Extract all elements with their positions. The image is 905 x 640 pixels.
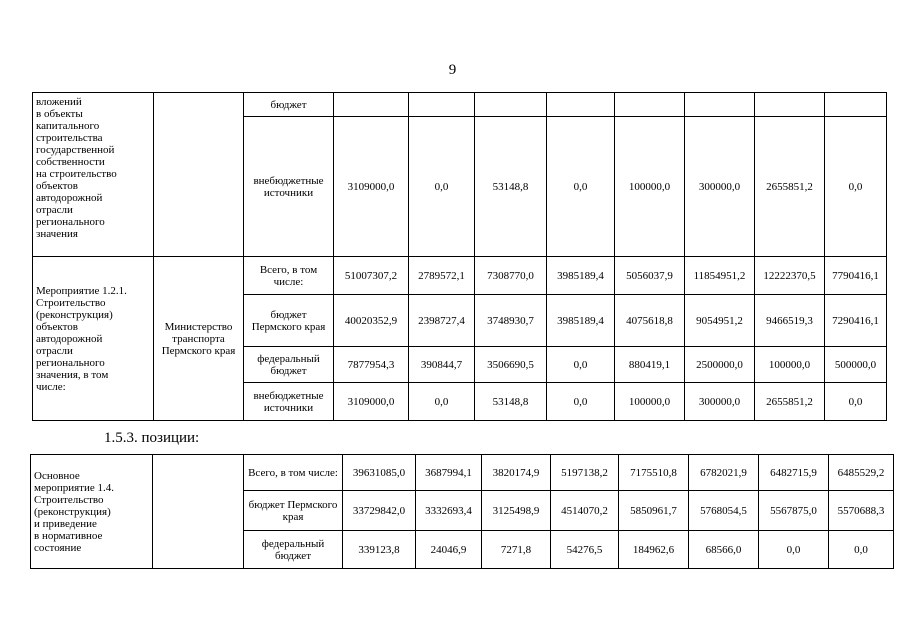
value-cell: 0,0	[547, 383, 615, 421]
value-cell: 0,0	[409, 117, 475, 257]
value-cell: 7175510,8	[619, 455, 689, 491]
value-cell	[409, 93, 475, 117]
activity-description: Мероприятие 1.2.1. Строительство (реконструкция) объектов автодорожной отрасли регионального значения, в том числе:	[33, 257, 154, 421]
value-cell: 4075618,8	[615, 295, 685, 347]
value-cell: 7271,8	[482, 531, 551, 569]
value-cell: 0,0	[547, 347, 615, 383]
value-cell: 339123,8	[343, 531, 416, 569]
value-cell: 300000,0	[685, 383, 755, 421]
value-cell	[334, 93, 409, 117]
section-heading: 1.5.3. позиции:	[104, 430, 200, 446]
funding-source: внебюджетные источники	[244, 383, 334, 421]
activity-description: Основное мероприятие 1.4. Строительство (реконструкция) и приведение в нормативное состояние	[31, 455, 153, 569]
value-cell: 7308770,0	[475, 257, 547, 295]
value-cell: 3985189,4	[547, 295, 615, 347]
value-cell: 5197138,2	[551, 455, 619, 491]
value-cell: 6782021,9	[689, 455, 759, 491]
value-cell: 6485529,2	[829, 455, 894, 491]
value-cell: 2655851,2	[755, 383, 825, 421]
value-cell: 2789572,1	[409, 257, 475, 295]
value-cell: 0,0	[825, 383, 887, 421]
value-cell: 7790416,1	[825, 257, 887, 295]
value-cell: 9054951,2	[685, 295, 755, 347]
value-cell: 40020352,9	[334, 295, 409, 347]
value-cell: 3687994,1	[416, 455, 482, 491]
executor-cell	[153, 455, 244, 569]
activity-description: вложений в объекты капитального строительства государственной собственности на строительство объектов автодорожной отрасли регионального значения	[33, 93, 154, 257]
funding-source: Всего, в том числе:	[244, 257, 334, 295]
value-cell: 24046,9	[416, 531, 482, 569]
value-cell	[685, 93, 755, 117]
value-cell: 7877954,3	[334, 347, 409, 383]
page-number: 9	[448, 62, 457, 78]
value-cell: 5850961,7	[619, 491, 689, 531]
value-cell: 9466519,3	[755, 295, 825, 347]
table-row	[33, 257, 887, 295]
value-cell: 7290416,1	[825, 295, 887, 347]
value-cell: 12222370,5	[755, 257, 825, 295]
value-cell: 3748930,7	[475, 295, 547, 347]
value-cell: 880419,1	[615, 347, 685, 383]
value-cell: 53148,8	[475, 117, 547, 257]
value-cell: 100000,0	[615, 117, 685, 257]
value-cell: 4514070,2	[551, 491, 619, 531]
value-cell: 0,0	[547, 117, 615, 257]
table-row	[33, 93, 887, 117]
value-cell: 3109000,0	[334, 117, 409, 257]
value-cell: 0,0	[409, 383, 475, 421]
value-cell: 3109000,0	[334, 383, 409, 421]
value-cell: 2500000,0	[685, 347, 755, 383]
value-cell: 33729842,0	[343, 491, 416, 531]
value-cell: 3125498,9	[482, 491, 551, 531]
value-cell: 2398727,4	[409, 295, 475, 347]
value-cell	[755, 93, 825, 117]
value-cell: 51007307,2	[334, 257, 409, 295]
value-cell: 3820174,9	[482, 455, 551, 491]
value-cell: 2655851,2	[755, 117, 825, 257]
executor-cell: Министерство транспорта Пермского края	[154, 257, 244, 421]
value-cell: 0,0	[825, 117, 887, 257]
funding-source: Всего, в том числе:	[244, 455, 343, 491]
value-cell: 0,0	[759, 531, 829, 569]
funding-source: внебюджетные источники	[244, 117, 334, 257]
value-cell	[475, 93, 547, 117]
executor-cell	[154, 93, 244, 257]
value-cell: 5768054,5	[689, 491, 759, 531]
value-cell: 6482715,9	[759, 455, 829, 491]
value-cell: 0,0	[829, 531, 894, 569]
funding-source: федеральный бюджет	[244, 531, 343, 569]
value-cell: 11854951,2	[685, 257, 755, 295]
value-cell	[825, 93, 887, 117]
value-cell: 184962,6	[619, 531, 689, 569]
value-cell: 39631085,0	[343, 455, 416, 491]
value-cell: 300000,0	[685, 117, 755, 257]
value-cell: 5567875,0	[759, 491, 829, 531]
value-cell: 3506690,5	[475, 347, 547, 383]
value-cell: 68566,0	[689, 531, 759, 569]
value-cell: 54276,5	[551, 531, 619, 569]
funding-source: бюджет Пермского края	[244, 491, 343, 531]
table-row	[31, 455, 894, 491]
funding-source: федеральный бюджет	[244, 347, 334, 383]
funding-source: бюджет Пермского края	[244, 295, 334, 347]
budget-table-top	[32, 92, 887, 421]
value-cell: 5056037,9	[615, 257, 685, 295]
value-cell: 500000,0	[825, 347, 887, 383]
value-cell: 390844,7	[409, 347, 475, 383]
value-cell: 3332693,4	[416, 491, 482, 531]
value-cell: 53148,8	[475, 383, 547, 421]
value-cell: 100000,0	[615, 383, 685, 421]
value-cell	[615, 93, 685, 117]
budget-table-bottom	[30, 454, 894, 569]
value-cell: 5570688,3	[829, 491, 894, 531]
value-cell: 100000,0	[755, 347, 825, 383]
value-cell: 3985189,4	[547, 257, 615, 295]
funding-source: бюджет	[244, 93, 334, 117]
value-cell	[547, 93, 615, 117]
